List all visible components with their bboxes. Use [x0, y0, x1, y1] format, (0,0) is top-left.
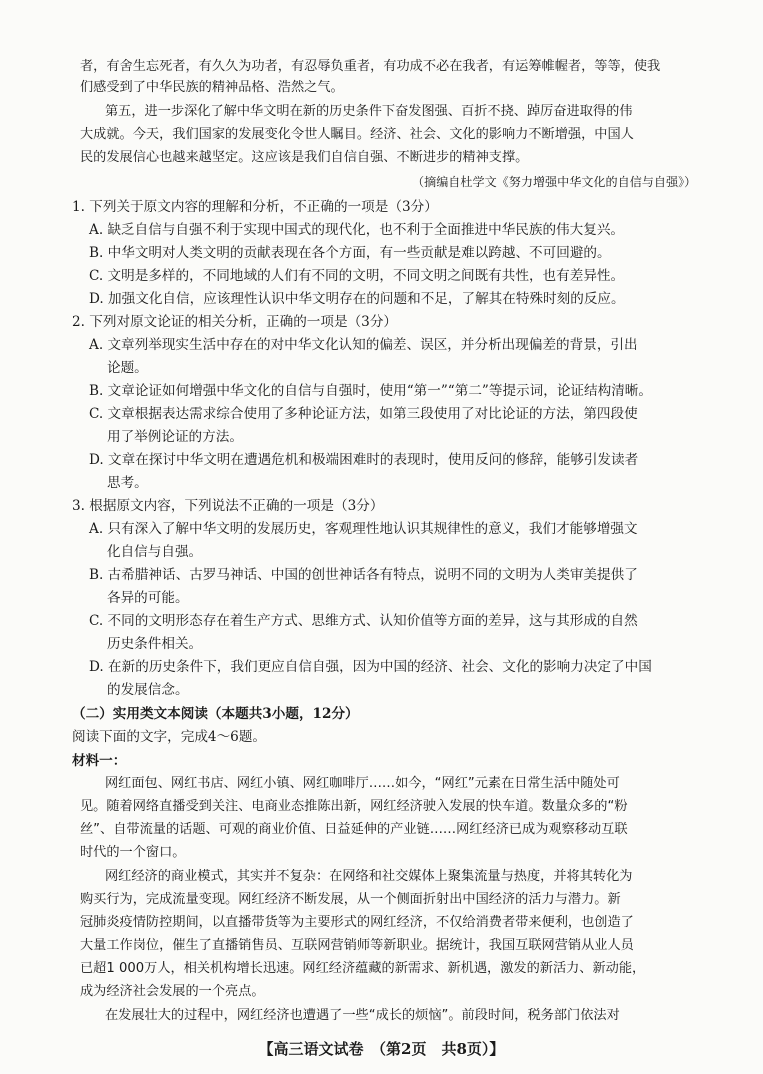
text-line: 者，有舍生忘死者，有久久为功者，有忍辱负重者，有功成不必在我者，有运筹帷幄者，等等，使我	[80, 59, 661, 74]
text-line: D. 在新的历史条件下，我们更应自信自强，因为中国的经济、社会、文化的影响力决定了中国	[89, 659, 652, 675]
text-line: 网红面包、网红书店、网红小镇、网红咖啡厅……如今，“网红”元素在日常生活中随处可	[105, 776, 620, 791]
text-line: 第五，进一步深化了解中华文明在新的历史条件下奋发图强、百折不挠、踔厉奋进取得的伟	[105, 104, 633, 119]
text-line: 思考。	[107, 475, 148, 491]
text-line: 历史条件相关。	[107, 636, 203, 652]
text-line: 购买行为，完成流量变现。网红经济不断发展，从一个侧面折射出中国经济的活力与潜力。新	[80, 892, 621, 907]
text-line: 网红经济的商业模式，其实并不复杂：在网络和社交媒体上聚集流量与热度，并将其转化为	[105, 869, 633, 884]
text-line: 时代的一个窗口。	[80, 845, 186, 860]
text-line: 民的发展信心也越来越坚定。这应该是我们自信自强、不断进步的精神支撑。	[80, 150, 529, 165]
text-line: 在发展壮大的过程中，网红经济也遭遇了一些“成长的烦恼”。前段时间，税务部门依法对	[105, 1008, 620, 1023]
text-line: （二）实用类文本阅读（本题共3小题，12分）	[72, 706, 359, 722]
text-line: 化自信与自强。	[107, 544, 203, 560]
text-line: 用了举例论证的方法。	[107, 429, 243, 445]
text-line: B. 中华文明对人类文明的贡献表现在各个方面，有一些贡献是难以跨越、不可回避的。	[89, 245, 611, 261]
text-line: 大成就。今天，我们国家的发展变化令世人瞩目。经济、社会、文化的影响力不断增强，中国人	[80, 127, 634, 142]
text-line: 见。随着网络直播受到关注、电商业态推陈出新，网红经济驶入发展的快车道。数量众多的“粉	[80, 799, 628, 814]
text-line: 阅读下面的文字，完成4～6题。	[72, 729, 267, 745]
text-line: C. 文明是多样的，不同地域的人们有不同的文明，不同文明之间既有共性，也有差异性。	[89, 268, 625, 284]
text-line: 的发展信念。	[107, 682, 189, 698]
text-line: B. 文章论证如何增强中华文化的自信与自强时，使用“第一”“第二”等提示词，论证结构清晰。	[89, 383, 652, 399]
text-line: D. 文章在探讨中华文明在遭遇危机和极端困难时的表现时，使用反问的修辞，能够引发读者	[89, 452, 639, 468]
text-line: 各异的可能。	[107, 590, 189, 606]
text-line: D. 加强文化自信，应该理性认识中华文明存在的问题和不足，了解其在特殊时刻的反应。	[89, 291, 625, 307]
text-line: 大量工作岗位，催生了直播销售员、互联网营销师等新职业。据统计，我国互联网营销从业人员	[80, 938, 634, 953]
text-line: 已超1 000万人，相关机构增长迅速。网红经济蕴藏的新需求、新机遇，激发的新活力、新动能，	[80, 961, 646, 976]
text-line: C. 文章根据表达需求综合使用了多种论证方法，如第三段使用了对比论证的方法，第四段使	[89, 406, 638, 422]
text-line: C. 不同的文明形态存在着生产方式、思维方式、认知价值等方面的差异，这与其形成的自然	[89, 613, 638, 629]
page-footer: 【高三语文试卷 （第2页 共8页）】	[258, 1040, 505, 1058]
text-line: （摘编自杜学文《努力增强中华文化的自信与自强》）	[412, 175, 697, 189]
text-line: 1. 下列关于原文内容的理解和分析，不正确的一项是（3分）	[72, 199, 438, 215]
text-line: 冠肺炎疫情防控期间，以直播带货等为主要形式的网红经济，不仅给消费者带来便利，也创造了	[80, 915, 634, 930]
text-line: A. 只有深入了解中华文明的发展历史，客观理性地认识其规律性的意义，我们才能够增强文	[89, 521, 638, 537]
text-line: 们感受到了中华民族的精神品格、浩然之气。	[80, 80, 344, 95]
text-line: 丝”、自带流量的话题、可观的商业价值、日益延伸的产业链……网红经济已成为观察移动互联	[80, 822, 628, 837]
text-line: A. 文章列举现实生活中存在的对中华文化认知的偏差、误区，并分析出现偏差的背景，引出	[89, 337, 638, 353]
text-line: 2. 下列对原文论证的相关分析，正确的一项是（3分）	[72, 314, 398, 330]
text-line: B. 古希腊神话、古罗马神话、中国的创世神话各有特点，说明不同的文明为人类审美提供了	[89, 567, 638, 583]
text-line: 论题。	[107, 360, 148, 376]
text-line: A. 缺乏自信与自强不利于实现中国式的现代化，也不利于全面推进中华民族的伟大复兴。	[89, 222, 625, 238]
text-line: 3. 根据原文内容，下列说法不正确的一项是（3分）	[72, 498, 384, 514]
text-line: 材料一：	[72, 753, 127, 769]
text-line: 成为经济社会发展的一个亮点。	[80, 984, 265, 999]
